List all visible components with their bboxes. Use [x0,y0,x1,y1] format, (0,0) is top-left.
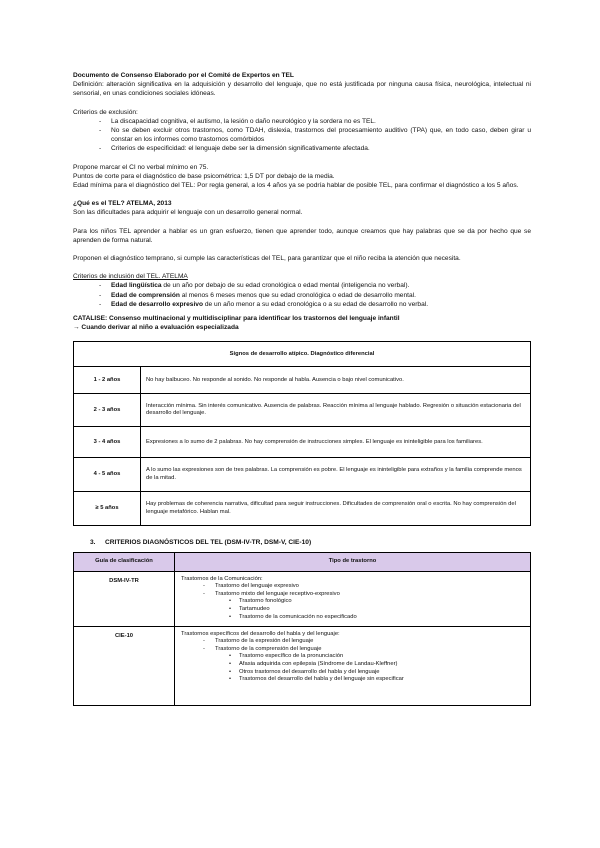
list-item: - Trastorno de la expresión del lenguaje [203,638,526,646]
atelma-heading: ¿Qué es el TEL? ATELMA, 2013 [73,200,172,208]
min-age-line: Edad mínima para el diagnóstico del TEL: Por regla general, a los 4 años ya se podría hablar de posible TEL, para confirmar el diagnóstico a los 5 años. [73,182,519,190]
types-cell [175,626,531,705]
list-item: - La discapacidad cognitiva, el autismo, la lesión o daño neurológico y la sordera no es TEL. [99,117,531,126]
desc-cell: No hay balbuceo. No responde al sonido. No responde al habla. Ausencia o bajo nivel comunicativo. [141,367,531,394]
desc-cell: Interacción mínima. Sin interés comunicativo. Ausencia de palabras. Reacción mínima al lenguaje hablado. Regresión o situación estacionaria del desarrollo del lenguaje. [141,394,531,427]
age-cell: 1 - 2 años [74,367,141,394]
atelma-p1: Son las dificultades para adquirir el lenguaje con un desarrollo general normal. [73,209,303,217]
atelma-p3: Proponen el diagnóstico temprano, si cumple las características del TEL, para garantizar que el niño reciba la atención que necesita. [73,255,461,263]
table-row [74,458,531,492]
age-cell: 2 - 3 años [74,394,141,427]
catalise-heading: CATALISE: Consenso multinacional y multidisciplinar para identificar los trastornos del lenguaje infantil [73,315,400,323]
table-header: Signos de desarrollo atípico. Diagnóstico diferencial [74,342,531,367]
list-item: - Trastorno mixto del lenguaje receptivo-expresivo [203,591,526,599]
age-cell: 4 - 5 años [74,458,141,492]
document-page [73,71,531,706]
list-item: • Trastorno específico de la pronunciación [229,653,526,661]
list-item: • Tartamudeo [229,606,526,614]
desc-cell: A lo sumo las expresiones son de tres palabras. La comprensión es pobre. El lenguaje es ininteligible para extraños y la familia comprende menos de la mitad. [141,458,531,492]
list-item: • Otros trastornos del desarrollo del habla y del lenguaje [229,669,526,677]
guide-cell: DSM-IV-TR [74,571,175,626]
section-3-heading: 3. CRITERIOS DIAGNÓSTICOS DEL TEL (DSM-IV-TR, DSM-V, CIE-10) [90,539,312,547]
doc-title: Documento de Consenso Elaborado por el Comité de Expertos en TEL [73,72,294,79]
list-item: • Trastornos del desarrollo del habla y del lenguaje sin especificar [229,676,526,684]
atelma-p2: Para los niños TEL aprender a hablar es un gran esfuerzo, tienen que aprender todo, aunque creamos que hay palabras que se da por hecho que se aprenden de forma natural. [73,227,531,244]
table-row [74,367,531,394]
table-row [74,394,531,427]
ci-line: Propone marcar el CI no verbal mínimo en 75. [73,163,209,171]
age-cell: ≥ 5 años [74,492,141,526]
diagnostic-criteria-table [73,552,531,706]
guide-cell: CIE-10 [74,626,175,705]
types-intro: Trastornos específicos del desarrollo del habla y del lenguaje: [181,630,340,637]
col-type-header: Tipo de trastorno [175,552,531,571]
table-row [74,492,531,526]
list-item: • Afasia adquirida con epilepsia (Síndrome de Landau-Kleffner) [229,661,526,669]
list-item: • Trastorno fonológico [229,598,526,606]
doc-definition: Definición: alteración significativa en la adquisición y desarrollo del lenguaje, que no está justificada por ninguna causa física, neurológica, intelectual ni sensorial, en unas condiciones sociales idóneas. [73,81,531,98]
exclusion-heading: Criterios de exclusión: [73,108,138,116]
desc-cell: Hay problemas de coherencia narrativa, dificultad para seguir instrucciones. Dificultades de comprensión oral o escrita. No hay comprensión del lenguaje metafórico. Hablan mal. [141,492,531,526]
inclusion-list [73,281,531,309]
list-item: - Edad de desarrollo expresivo de un año menor a su edad cronológica o a su edad de desarrollo no verbal. [99,300,531,309]
list-item: - Trastorno del lenguaje expresivo [203,583,526,591]
exclusion-list [73,117,531,154]
table-row [74,427,531,458]
list-item: - Criterios de especificidad: el lenguaje debe ser la dimensión significativamente afectada. [99,144,531,153]
list-item: - Edad de comprensión al menos 6 meses menos que su edad cronológica o edad de desarrollo mental. [99,291,531,300]
table-row [74,626,531,705]
cutoff-line: Puntos de corte para el diagnóstico de base psicométrica: 1,5 DT por debajo de la media. [73,172,335,180]
col-guide-header: Guía de clasificación [74,552,175,571]
list-item: - No se deben excluir otros trastornos, como TDAH, dislexia, trastornos del procesamiento auditivo (TPA) que, en todo caso, deben girar u constar en los informes como trastornos comórbidos [99,126,531,144]
atypical-signs-table [73,341,531,526]
catalise-subheading: → Cuando derivar al niño a evaluación especializada [73,324,239,332]
list-item: - Trastorno de la comprensión del lenguaje [203,646,526,654]
inclusion-heading: Criterios de inclusión del TEL. ATELMA [73,273,188,281]
list-item: • Trastorno de la comunicación no especificado [229,614,526,622]
types-intro: Trastornos de la Comunicación: [181,575,263,582]
types-cell [175,571,531,626]
desc-cell: Expresiones a lo sumo de 2 palabras. No hay comprensión de instrucciones simples. El lenguaje es ininteligible para los familiares. [141,427,531,458]
age-cell: 3 - 4 años [74,427,141,458]
table-row [74,571,531,626]
list-item: - Edad lingüística de un año por debajo de su edad cronológica o edad mental (inteligencia no verbal). [99,281,531,290]
